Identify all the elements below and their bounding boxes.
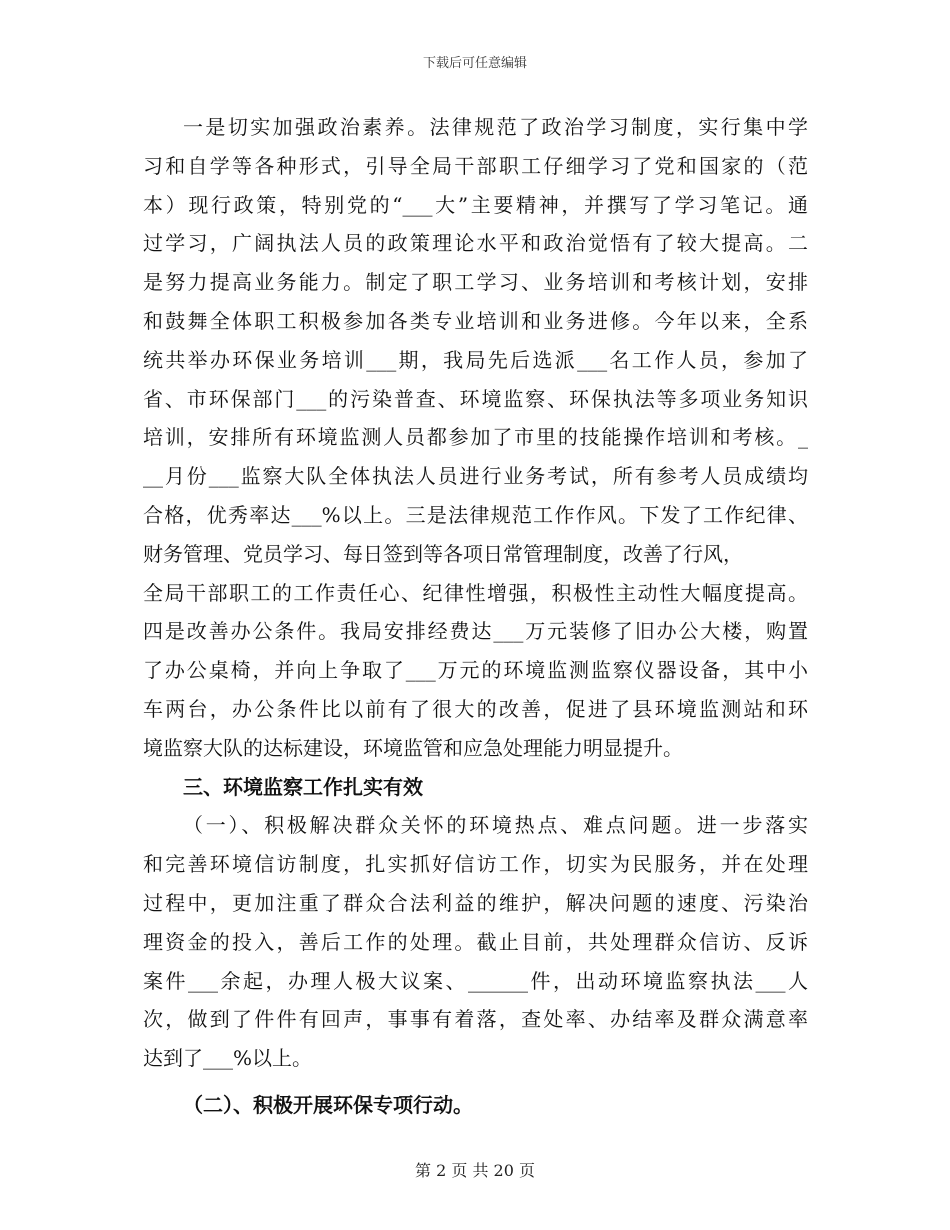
text-line: 过学习，广阔执法人员的政策理论水平和政治觉悟有了较大提高。二 [143, 231, 808, 256]
subsection-heading: （二）、积极开展环保专项行动。 [183, 1092, 473, 1117]
text-line: 全局干部职工的工作责任心、纪律性增强，积极性主动性大幅度提高。 [143, 580, 808, 605]
text-line: 和鼓舞全体职工积极参加各类专业培训和业务进修。今年以来，全系 [143, 308, 808, 333]
document-body [143, 108, 808, 1125]
text-line: 理资金的投入，善后工作的处理。截止目前，共处理群众信访、反诉 [143, 929, 808, 954]
text-line: 达到了___%以上。 [143, 1046, 313, 1071]
paragraph-political-work [143, 108, 808, 768]
text-line: __月份___监察大队全体执法人员进行业务考试，所有参考人员成绩均 [143, 464, 808, 489]
page-header: 下载后可任意编辑 [422, 56, 527, 71]
text-line: 案件___余起，办理人极大议案、______件，出动环境监察执法___人 [143, 968, 808, 993]
section-heading: 三、环境监察工作扎实有效 [183, 774, 423, 799]
text-line: 习和自学等各种形式，引导全局干部职工仔细学习了党和国家的（范 [143, 153, 808, 178]
page-number: 第 2 页 共 20 页 [415, 1161, 535, 1180]
text-line: （一）、积极解决群众关怀的环境热点、难点问题。进一步落实 [183, 813, 808, 838]
text-line: 境监察大队的达标建设，环境监管和应急处理能力明显提升。 [143, 735, 683, 760]
text-line: 和完善环境信访制度，扎实抓好信访工作，切实为民服务，并在处理 [143, 852, 808, 877]
text-line: 次，做到了件件有回声，事事有着落，查处率、办结率及群众满意率 [143, 1007, 808, 1032]
text-line: 一是切实加强政治素养。法律规范了政治学习制度，实行集中学 [183, 115, 808, 139]
text-line: 财务管理、党员学习、每日签到等各项日常管理制度，改善了行风， [143, 541, 743, 566]
text-line: 合格，优秀率达___%以上。三是法律规范工作作风。下发了工作纪律、 [143, 502, 808, 527]
text-line: 统共举办环保业务培训___期，我局先后选派___名工作人员，参加了 [143, 347, 808, 372]
text-line: 了办公桌椅，并向上争取了___万元的环境监测监察仪器设备，其中小 [143, 658, 808, 683]
text-line: 过程中，更加注重了群众合法利益的维护，解决问题的速度、污染治 [143, 890, 808, 915]
text-line: 是努力提高业务能力。制定了职工学习、业务培训和考核计划，安排 [143, 270, 808, 295]
text-line: 本）现行政策，特别党的“___大”主要精神，并撰写了学习笔记。通 [143, 192, 808, 217]
text-line: 车两台，办公条件比以前有了很大的改善，促进了县环境监测站和环 [143, 696, 808, 721]
text-line: 四是改善办公条件。我局安排经费达___万元装修了旧办公大楼，购置 [143, 619, 808, 644]
paragraph-environmental-complaints [143, 806, 808, 1078]
text-line: 培训，安排所有环境监测人员都参加了市里的技能操作培训和考核。_ [143, 425, 808, 450]
text-line: 省、市环保部门___的污染普查、环境监察、环保执法等多项业务知识 [143, 386, 808, 411]
